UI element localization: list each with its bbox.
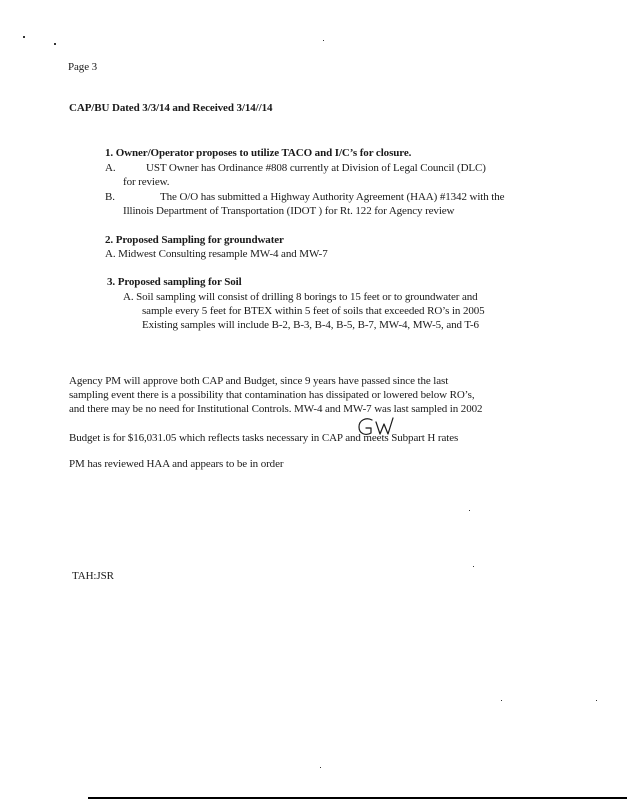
document-heading: CAP/BU Dated 3/3/14 and Received 3/14//14 [69,102,273,114]
section-1b-text: The O/O has submitted a Highway Authority Agreement (HAA) #1342 with the [160,191,505,203]
page-label: Page 3 [68,61,98,73]
section-1a-text: UST Owner has Ordinance #808 currently at Division of Legal Council (DLC) [146,162,486,174]
section-1b-marker: B. [105,191,115,203]
section-3a-line2: sample every 5 feet for BTEX within 5 feet of soils that exceeded RO’s in 2005 [142,305,485,317]
scan-speck [596,700,597,701]
section-3a-line3: Existing samples will include B-2, B-3, B-4, B-5, B-7, MW-4, MW-5, and T-6 [142,319,479,331]
scan-speck [320,767,321,768]
section-1a-marker: A. [105,162,116,174]
scan-speck [501,700,502,701]
note-line-1: Agency PM will approve both CAP and Budget, since 9 years have passed since the last [69,375,449,387]
budget-note: Budget is for $16,031.05 which reflects tasks necessary in CAP and meets Subpart H rates [69,432,459,444]
haa-note: PM has reviewed HAA and appears to be in order [69,458,284,470]
section-1-title: 1. Owner/Operator proposes to utilize TACO and I/C’s for closure. [105,147,412,159]
scan-speck [323,40,324,41]
note-line-2: sampling event there is a possibility that contamination has dissipated or lowered below RO’s, [69,389,475,401]
author-initials: TAH:JSR [72,570,114,582]
note-line-3: and there may be no need for Institutional Controls. MW-4 and MW-7 was last sampled in 2002 [69,403,483,415]
section-3-title: 3. Proposed sampling for Soil [107,276,242,288]
section-2-title: 2. Proposed Sampling for groundwater [105,234,284,246]
section-1a-continuation: for review. [123,176,170,188]
scan-speck [23,36,25,38]
scan-speck [54,43,56,45]
section-2a-text: A. Midwest Consulting resample MW-4 and MW-7 [105,248,328,260]
scan-bottom-edge [88,797,627,799]
scan-speck [469,510,470,511]
scan-speck [473,566,474,567]
section-1b-continuation: Illinois Department of Transportation (IDOT ) for Rt. 122 for Agency review [123,205,455,217]
section-3a-line1: A. Soil sampling will consist of drilling 8 borings to 15 feet or to groundwater and [123,291,478,303]
